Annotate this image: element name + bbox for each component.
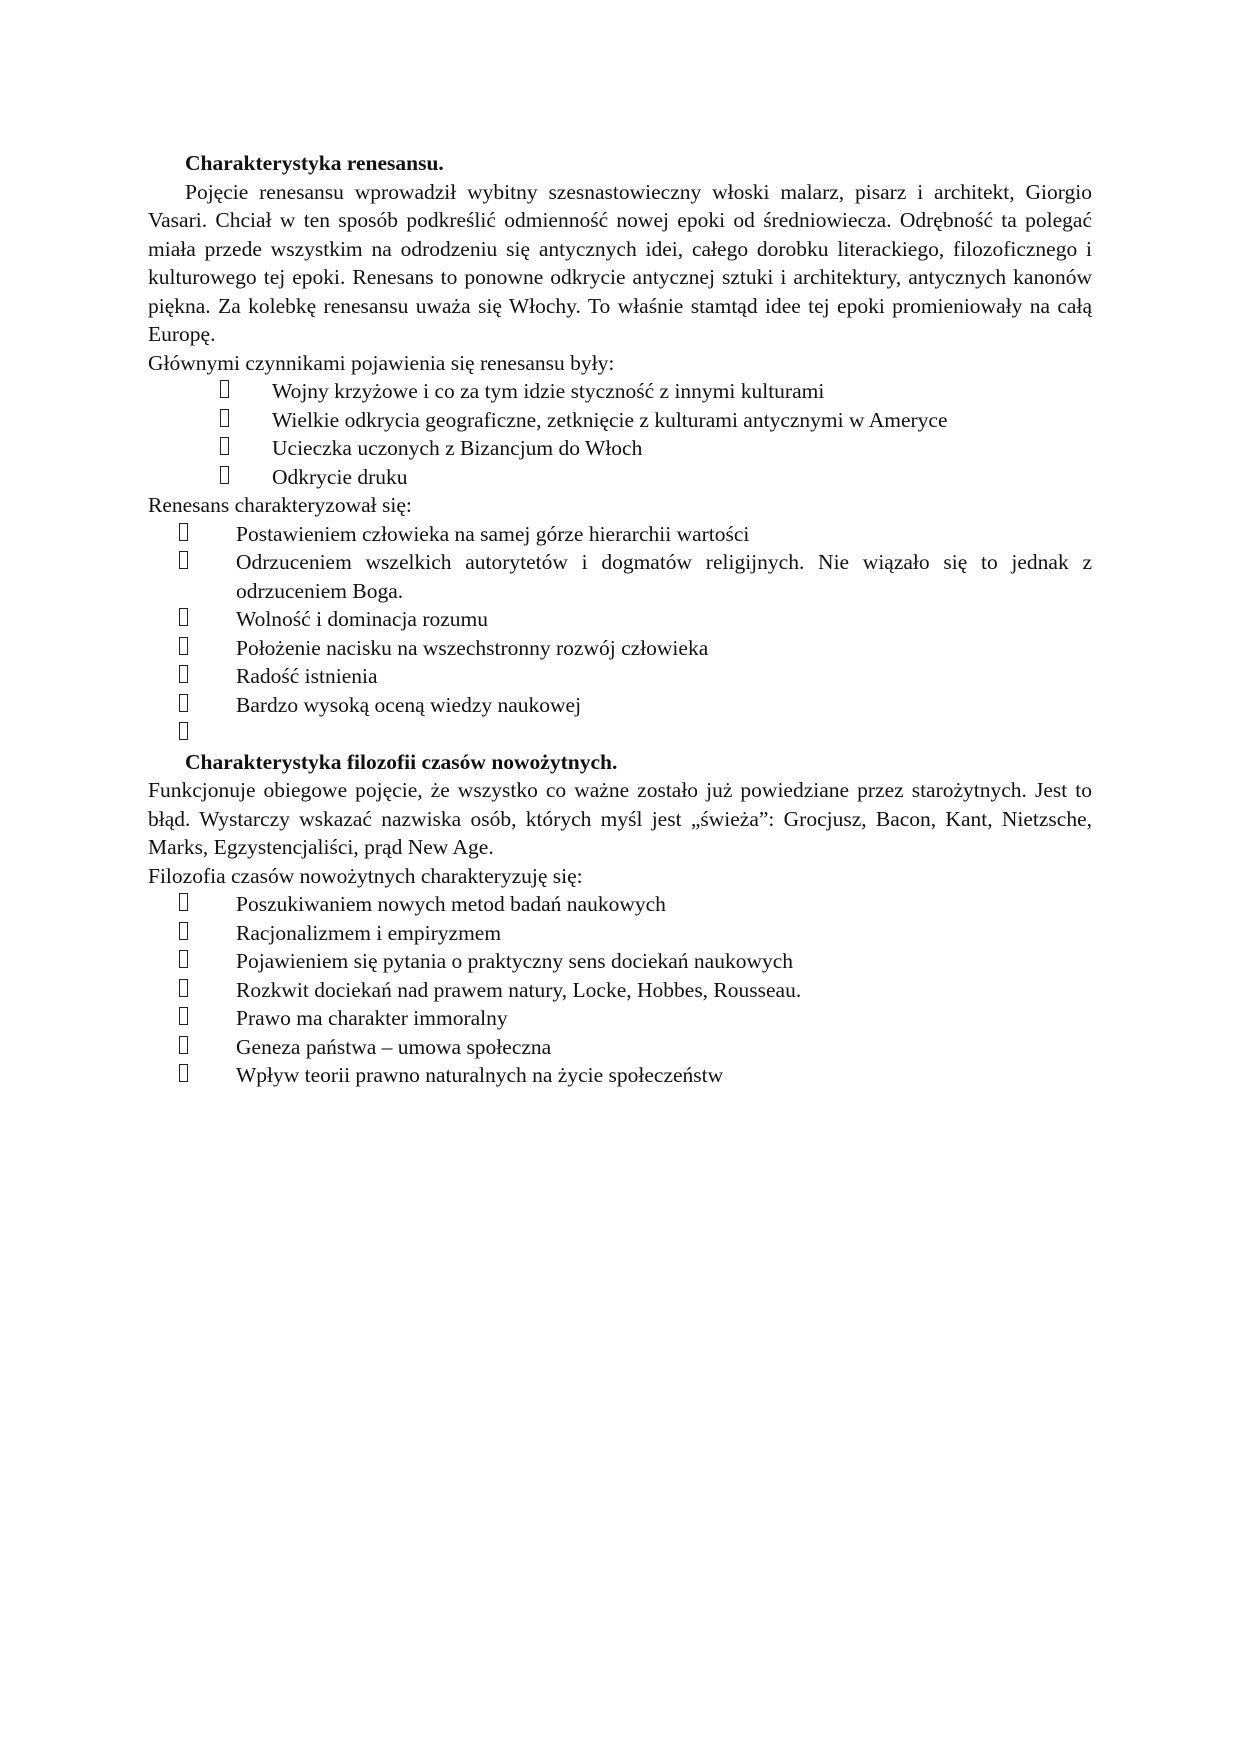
section-modern-philosophy-intro: Funkcjonuje obiegowe pojęcie, że wszystko co ważne zostało już powiedziane przez starożytnych. Jest to błąd. Wystarczy wskazać nazwiska osób, których myśl jest „świeża”: Grocjusz, Bacon, Kant, Nietzsche, Marks, Egzystencjaliści, prąd New Age. xyxy=(148,778,1092,859)
bullet-glyph-icon xyxy=(220,406,234,435)
list-item: Odkrycie druku xyxy=(148,463,1092,492)
bullet-glyph-icon xyxy=(179,634,193,663)
bullet-glyph-icon xyxy=(220,377,234,406)
list-item: Rozkwit dociekań nad prawem natury, Locke, Hobbes, Rousseau. xyxy=(148,976,1092,1005)
list-item-empty xyxy=(148,719,1092,748)
list-item: Geneza państwa – umowa społeczna xyxy=(148,1033,1092,1062)
factors-list xyxy=(148,377,1092,491)
bullet-glyph-icon xyxy=(220,463,234,492)
section-renaissance-intro: Pojęcie renesansu wprowadził wybitny szesnastowieczny włoski malarz, pisarz i architekt, Giorgio Vasari. Chciał w ten sposób podkreślić odmienność nowej epoki od średniowiecza. Odrębność ta polegać miała przede wszystkim na odrodzeniu się antycznych idei, całego dorobku literackiego, filozoficznego i kulturowego tej epoki. Renesans to ponowne odkrycie antycznej sztuki i architektury, antycznych kanonów piękna. Za kolebkę renesansu uważa się Włochy. To właśnie stamtąd idee tej epoki promieniowały na całą Europę. xyxy=(148,179,1092,346)
bullet-glyph-icon xyxy=(179,691,193,720)
renaissance-traits-label: Renesans charakteryzował się: xyxy=(148,493,412,517)
bullet-glyph-icon xyxy=(179,919,193,948)
section-modern-philosophy-title: Charakterystyka filozofii czasów nowożytnych. xyxy=(185,749,618,774)
renaissance-traits-list xyxy=(148,520,1092,748)
list-item: Ucieczka uczonych z Bizancjum do Włoch xyxy=(148,434,1092,463)
list-item: Postawieniem człowieka na samej górze hierarchii wartości xyxy=(148,520,1092,549)
list-item: Wpływ teorii prawno naturalnych na życie społeczeństw xyxy=(148,1061,1092,1090)
list-item: Poszukiwaniem nowych metod badań naukowych xyxy=(148,890,1092,919)
bullet-glyph-icon xyxy=(179,947,193,976)
list-item: Wielkie odkrycia geograficzne, zetknięcie z kulturami antycznymi w Ameryce xyxy=(148,406,1092,435)
document-page xyxy=(148,149,1092,1090)
list-item: Odrzuceniem wszelkich autorytetów i dogmatów religijnych. Nie wiązało się to jednak z odrzuceniem Boga. xyxy=(148,548,1092,605)
section-renaissance-title: Charakterystyka renesansu. xyxy=(185,151,444,175)
bullet-glyph-icon xyxy=(179,1004,193,1033)
bullet-glyph-icon xyxy=(179,890,193,919)
list-item: Prawo ma charakter immoralny xyxy=(148,1004,1092,1033)
list-item: Wolność i dominacja rozumu xyxy=(148,605,1092,634)
list-item: Bardzo wysoką oceną wiedzy naukowej xyxy=(148,691,1092,720)
modern-traits-label: Filozofia czasów nowożytnych charakteryzuję się: xyxy=(148,863,583,888)
list-item: Wojny krzyżowe i co za tym idzie styczność z innymi kulturami xyxy=(148,377,1092,406)
bullet-glyph-icon xyxy=(179,520,193,549)
list-item: Radość istnienia xyxy=(148,662,1092,691)
bullet-glyph-icon xyxy=(179,719,193,748)
bullet-glyph-icon xyxy=(179,662,193,691)
bullet-glyph-icon xyxy=(220,434,234,463)
list-item: Racjonalizmem i empiryzmem xyxy=(148,919,1092,948)
modern-traits-list xyxy=(148,890,1092,1090)
bullet-glyph-icon xyxy=(179,605,193,634)
factors-label: Głównymi czynnikami pojawienia się renesansu były: xyxy=(148,350,615,375)
bullet-glyph-icon xyxy=(179,1033,193,1062)
list-item: Położenie nacisku na wszechstronny rozwój człowieka xyxy=(148,634,1092,663)
bullet-glyph-icon xyxy=(179,1061,193,1090)
bullet-glyph-icon xyxy=(179,548,193,577)
bullet-glyph-icon xyxy=(179,976,193,1005)
list-item: Pojawieniem się pytania o praktyczny sens dociekań naukowych xyxy=(148,947,1092,976)
